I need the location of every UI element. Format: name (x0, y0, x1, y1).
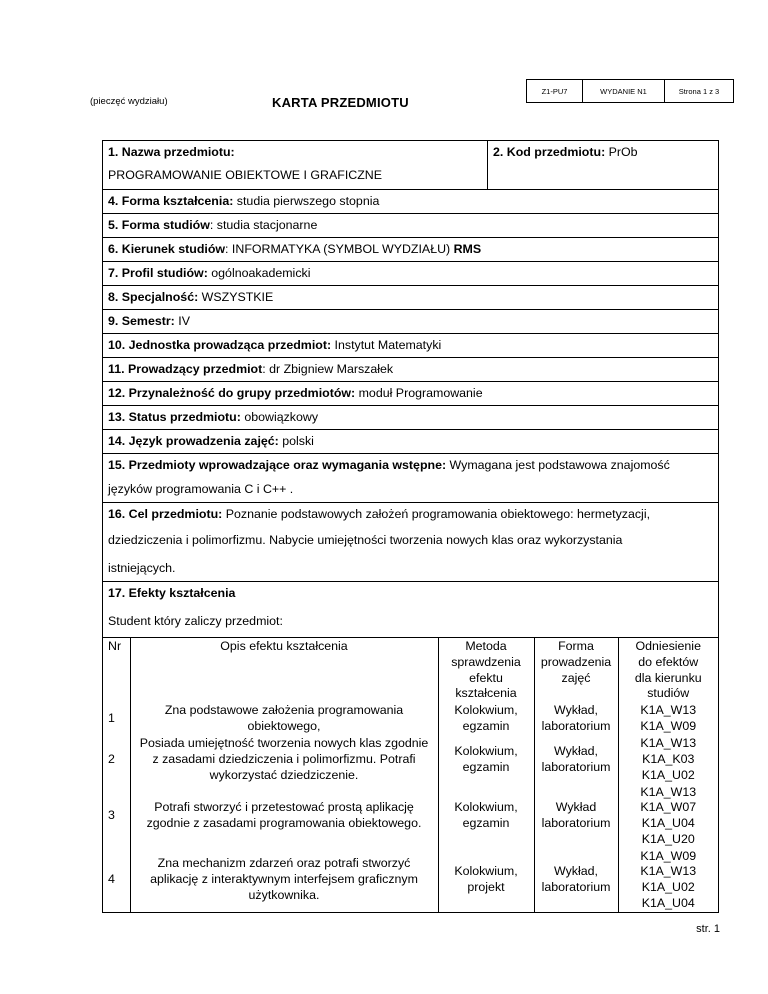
study-form-label: 5. Forma studiów (108, 218, 210, 232)
header-nr: Nr (103, 638, 130, 702)
description-line: Potrafi stworzyć i przetestować prostą aplikację (154, 800, 414, 815)
row-reference (618, 848, 718, 912)
row-nr: 3 (103, 784, 130, 848)
row-unit (103, 334, 718, 358)
method-line: egzamin (462, 719, 510, 734)
specialty-label: 8. Specjalność: (108, 290, 199, 304)
reference-line: K1A_W13 (640, 736, 697, 751)
method-line: projekt (467, 880, 505, 895)
form-line: laboratorium (541, 719, 611, 734)
row-reference (618, 736, 718, 784)
unit-label: 10. Jednostka prowadząca przedmiot: (108, 338, 332, 352)
faculty-symbol: RMS (453, 242, 482, 256)
row-course-name (103, 141, 718, 190)
description-line: Zna podstawowe założenia programowania (164, 703, 404, 718)
row-method (438, 736, 534, 784)
row-form (534, 736, 618, 784)
course-goal-value-line2: dziedziczenia i polimorfizmu. Nabycie umiejętności tworzenia nowych klas oraz wykorzystania (108, 533, 623, 547)
header-method-line: sprawdzenia (451, 654, 521, 669)
row-prerequisites (103, 454, 718, 503)
lecturer-value: : dr Zbigniew Marszałek (262, 362, 394, 376)
reference-line: K1A_W09 (640, 719, 697, 734)
header-form-line: prowadzenia (540, 654, 612, 669)
unit-value: Instytut Matematyki (331, 338, 442, 352)
row-method (438, 702, 534, 736)
reference-line: K1A_U02 (641, 880, 695, 895)
header-reference-line: dla kierunku (634, 670, 702, 685)
header-form-line: Forma (558, 639, 594, 653)
row-form (534, 702, 618, 736)
form-line: Wykład (555, 800, 597, 815)
row-description (130, 848, 438, 912)
header-method-line: kształcenia (455, 686, 517, 701)
lecturer-label: 11. Prowadzący przedmiot (108, 362, 263, 376)
course-goal-value-line1: Poznanie podstawowych założeń programowania obiektowego: hermetyzacji, (222, 507, 651, 521)
row-course-goal (103, 503, 718, 582)
row-language (103, 430, 718, 454)
reference-line: K1A_W07 (640, 800, 697, 815)
language-value: polski (278, 434, 314, 448)
method-line: Kolokwium, (454, 864, 518, 879)
form-line: laboratorium (541, 760, 611, 775)
header-reference-line: Odniesienie (635, 639, 701, 653)
edition: WYDANIE N1 (583, 80, 665, 102)
row-description (130, 736, 438, 784)
description-line: z zasadami dziedziczenia i polimorfizmu. Potrafi (152, 752, 416, 767)
header-reference (618, 638, 718, 702)
status-value: obowiązkowy (240, 410, 319, 424)
description-line: aplikację z interaktywnym interfejsem graficznym (150, 872, 418, 887)
row-nr: 2 (103, 736, 130, 784)
row-method (438, 784, 534, 848)
course-code-label: 2. Kod przedmiotu: (493, 145, 606, 159)
page-counter: Strona 1 z 3 (678, 86, 720, 96)
table-row (103, 784, 718, 848)
course-goal-label: 16. Cel przedmiotu: (108, 507, 223, 521)
header-reference-line: do efektów (638, 654, 699, 669)
header-method-line: efektu (469, 670, 503, 685)
form-line: Wykład, (554, 744, 598, 759)
study-form-value: : studia stacjonarne (209, 218, 318, 232)
description-line: wykorzystać dziedziczenie. (209, 768, 359, 783)
table-row (103, 736, 718, 784)
learning-outcomes-label: 17. Efekty kształcenia (108, 586, 236, 600)
row-specialty (103, 286, 718, 310)
row-reference (618, 784, 718, 848)
field-of-study-value: : INFORMATYKA (SYMBOL WYDZIAŁU) (225, 242, 454, 256)
row-lecturer (103, 358, 718, 382)
study-profile-label: 7. Profil studiów: (108, 266, 208, 280)
reference-line: K1A_U04 (641, 816, 695, 831)
description-line: obiektowego, (247, 719, 321, 734)
header-form (534, 638, 618, 702)
form-line: laboratorium (541, 816, 611, 831)
education-form-label: 4. Forma kształcenia: (108, 194, 234, 208)
reference-line: K1A_W13 (640, 864, 697, 879)
page-number: str. 1 (696, 923, 720, 935)
course-group-value: moduł Programowanie (355, 386, 483, 400)
reference-line: K1A_U04 (641, 895, 695, 910)
header-form-line: zajęć (561, 670, 591, 685)
learning-outcomes-header (103, 582, 718, 638)
course-card-form (102, 140, 719, 913)
learning-outcomes-table (103, 638, 718, 912)
row-education-form (103, 190, 718, 214)
reference-line: K1A_W13 (640, 784, 697, 799)
row-study-profile (103, 262, 718, 286)
prerequisites-label: 15. Przedmioty wprowadzające oraz wymagania wstępne: (108, 458, 447, 472)
field-of-study-label: 6. Kierunek studiów (108, 242, 226, 256)
specialty-value: WSZYSTKIE (198, 290, 274, 304)
semester-value: IV (174, 314, 190, 328)
form-line: Wykład, (554, 864, 598, 879)
learning-outcomes-intro: Student który zaliczy przedmiot: (108, 614, 283, 628)
row-reference (618, 702, 718, 736)
course-name-value: PROGRAMOWANIE OBIEKTOWE I GRAFICZNE (108, 168, 382, 182)
description-line: Posiada umiejętność tworzenia nowych klas zgodnie (139, 736, 429, 751)
reference-line: K1A_U20 (641, 831, 695, 846)
form-code: Z1-PU7 (527, 80, 583, 102)
table-header-row (103, 638, 718, 702)
prerequisites-value-line2: języków programowania C i C++ . (108, 482, 294, 496)
row-semester (103, 310, 718, 334)
course-goal-value-line3: istniejących. (108, 561, 176, 575)
row-description (130, 784, 438, 848)
form-line: laboratorium (541, 880, 611, 895)
method-line: Kolokwium, (454, 800, 518, 815)
row-status (103, 406, 718, 430)
study-profile-value: ogólnoakademicki (207, 266, 311, 280)
row-method (438, 848, 534, 912)
method-line: Kolokwium, (454, 703, 518, 718)
course-group-label: 12. Przynależność do grupy przedmiotów: (108, 386, 356, 400)
row-description (130, 702, 438, 736)
reference-line: K1A_K03 (642, 752, 695, 767)
reference-line: K1A_U02 (641, 768, 695, 783)
prerequisites-value-line1: Wymagana jest podstawowa znajomość (446, 458, 670, 472)
row-course-group (103, 382, 718, 406)
header-reference-line: studiów (647, 686, 690, 701)
reference-line: K1A_W09 (640, 848, 697, 863)
language-label: 14. Język prowadzenia zajęć: (108, 434, 279, 448)
faculty-stamp-label: (pieczęć wydziału) (90, 96, 168, 107)
course-name-label: 1. Nazwa przedmiotu: (108, 145, 235, 159)
table-row (103, 848, 718, 912)
method-line: egzamin (462, 760, 510, 775)
row-nr: 1 (103, 702, 130, 736)
description-line: użytkownika. (248, 888, 320, 903)
header-description: Opis efektu kształcenia (130, 638, 438, 702)
row-field-of-study (103, 238, 718, 262)
page-title: KARTA PRZEDMIOTU (272, 95, 409, 110)
method-line: egzamin (462, 816, 510, 831)
row-form (534, 784, 618, 848)
row-nr: 4 (103, 848, 130, 912)
description-line: Zna mechanizm zdarzeń oraz potrafi stworzyć (157, 856, 411, 871)
document-code-box (526, 79, 734, 103)
description-line: zgodnie z zasadami programowania obiektowego. (146, 816, 422, 831)
reference-line: K1A_W13 (640, 703, 697, 718)
header-method (438, 638, 534, 702)
table-row (103, 702, 718, 736)
semester-label: 9. Semestr: (108, 314, 175, 328)
course-code-value: PrOb (605, 145, 638, 159)
form-line: Wykład, (554, 703, 598, 718)
education-form-value: studia pierwszego stopnia (233, 194, 380, 208)
status-label: 13. Status przedmiotu: (108, 410, 241, 424)
row-form (534, 848, 618, 912)
row-study-form (103, 214, 718, 238)
header-method-line: Metoda (465, 639, 507, 653)
method-line: Kolokwium, (454, 744, 518, 759)
